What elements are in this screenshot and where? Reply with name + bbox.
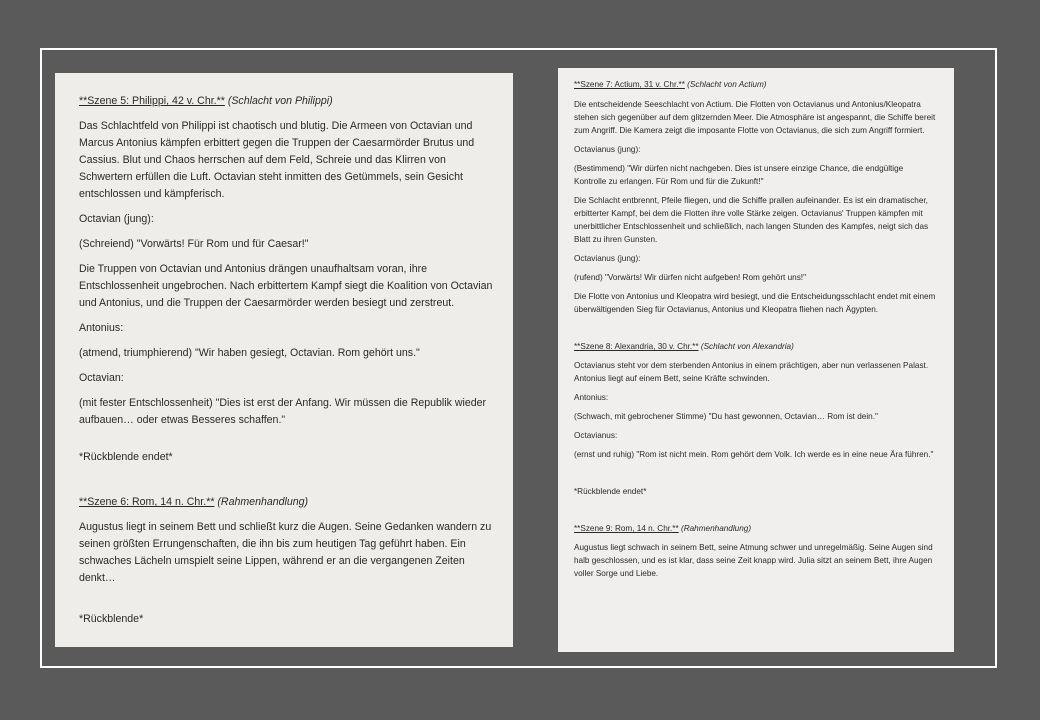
speaker-octavian-young: Octavian (jung):: [79, 213, 154, 225]
scene-6-subtitle: (Rahmenhandlung): [217, 496, 309, 508]
flashback-end-label: *Rückblende endet*: [574, 487, 647, 496]
line-octavianus-3: (ernst und ruhig) "Rom ist nicht mein. Rom gehört dem Volk. Ich werde es in eine neue Ära führen.": [574, 450, 934, 459]
scene-7-paragraph-1: Die entscheidende Seeschlacht von Actium. Die Flotten von Octavianus und Antonius/Kleopatra stehen sich gegenüber auf dem glitzernden Meer. Die Atmosphäre ist angespannt, die Schiffe bereit zum Angriff. Die Kamera zeigt die imposante Flotte von Octavianus, die sich zum Angriff formiert.: [574, 100, 936, 135]
scene-8-paragraph: Octavianus steht vor dem sterbenden Antonius in einem prächtigen, aber nun verlassenen Palast. Antonius liegt auf einem Bett, seine Kräfte schwinden.: [574, 361, 929, 383]
scene-6-paragraph: Augustus liegt in seinem Bett und schließt kurz die Augen. Seine Gedanken wandern zu seinen größten Errungenschaften, die ihn bis zum heutigen Tag geführt haben. Ein schwaches Lächeln umspielt seine Lippen, während er an die vergangenen Zeiten denkt…: [79, 521, 492, 584]
scene-7-paragraph-2: Die Schlacht entbrennt, Pfeile fliegen, und die Schiffe prallen aufeinander. Es ist ein dramatischer, erbitterter Kampf, bei dem die Flotten ihre volle Stärke zeigen. Octavianus' Truppen kämpfen mit unerbittlicher Entschlossenheit und schließlich, nach langen Stunden des Kampfes, neigt sich das Blatt zu ihren Gunsten.: [574, 196, 929, 244]
speaker-octavianus-young-1: Octavianus (jung):: [574, 145, 641, 154]
line-octavian-2: (mit fester Entschlossenheit) "Dies ist erst der Anfang. Wir müssen die Republik wieder aufbauen… oder etwas Besseres schaffen.": [79, 397, 487, 426]
speaker-antonius: Antonius:: [574, 393, 609, 402]
scene-9-paragraph: Augustus liegt schwach in seinem Bett, seine Atmung schwer und unregelmäßig. Seine Augen sind halb geschlossen, und es ist klar, dass seine Zeit knapp wird. Julia sitzt an seinem Bett, ihre Augen voller Sorge und Liebe.: [574, 543, 933, 578]
scene-9-heading: [574, 522, 936, 535]
scene-6-title: **Szene 6: Rom, 14 n. Chr.**: [79, 496, 215, 508]
scene-9-title: **Szene 9: Rom, 14 n. Chr.**: [574, 524, 679, 533]
scene-8-subtitle: (Schlacht von Alexandria): [700, 342, 794, 351]
scene-5-subtitle: (Schlacht von Philippi): [227, 95, 333, 107]
scene-5-heading: [79, 93, 493, 110]
line-octavian-1: (Schreiend) "Vorwärts! Für Rom und für Caesar!": [79, 238, 309, 250]
scene-6-heading: [79, 494, 493, 511]
scene-9-subtitle: (Rahmenhandlung): [680, 524, 752, 533]
speaker-octavian: Octavian:: [79, 372, 124, 384]
scene-8-title: **Szene 8: Alexandria, 30 v. Chr.**: [574, 342, 699, 351]
flashback-label: *Rückblende*: [79, 613, 144, 625]
line-antonius: (Schwach, mit gebrochener Stimme) "Du hast gewonnen, Octavian… Rom ist dein.": [574, 412, 878, 421]
line-antonius: (atmend, triumphierend) "Wir haben gesiegt, Octavian. Rom gehört uns.": [79, 347, 420, 359]
line-octavianus-1: (Bestimmend) "Wir dürfen nicht nachgeben. Dies ist unsere einzige Chance, die endgültige Kontrolle zu erlangen. Für Rom und für die Zukunft!": [574, 164, 904, 186]
speaker-antonius: Antonius:: [79, 322, 124, 334]
scene-7-title: **Szene 7: Actium, 31 v. Chr.**: [574, 80, 685, 89]
scene-7-paragraph-3: Die Flotte von Antonius und Kleopatra wird besiegt, und die Entscheidungsschlacht endet mit einem überwältigenden Sieg für Octavianus, Antonius und Kleopatra fliehen nach Ägypten.: [574, 292, 936, 314]
scene-5-paragraph-1: Das Schlachtfeld von Philippi ist chaotisch und blutig. Die Armeen von Octavian und Marcus Antonius kämpfen erbittert gegen die Truppen der Caesarmörder Brutus und Cassius. Blut und Chaos herrschen auf dem Feld, Schreie und das Klirren von Schwertern erfüllen die Luft. Octavian steht inmitten des Getümmels, sein Gesicht entschlossen und kämpferisch.: [79, 120, 475, 200]
flashback-end-label: *Rückblende endet*: [79, 451, 173, 463]
right-page: [558, 68, 954, 652]
scene-5-paragraph-2: Die Truppen von Octavian und Antonius drängen unaufhaltsam voran, ihre Entschlossenheit ungebrochen. Nach erbittertem Kampf siegt die Koalition von Octavian und Antonius, und die Truppen der Caesarmörder werden besiegt und zerstreut.: [79, 263, 493, 309]
line-octavianus-2: (rufend) "Vorwärts! Wir dürfen nicht aufgeben! Rom gehört uns!": [574, 273, 806, 282]
scene-7-heading: [574, 78, 936, 91]
scene-7-subtitle: (Schlacht von Actium): [687, 80, 767, 89]
scene-8-heading: [574, 340, 936, 353]
scene-5-title: **Szene 5: Philippi, 42 v. Chr.**: [79, 95, 225, 107]
speaker-octavianus-young-2: Octavianus (jung):: [574, 254, 641, 263]
speaker-octavianus: Octavianus:: [574, 431, 618, 440]
left-page: [55, 73, 513, 647]
